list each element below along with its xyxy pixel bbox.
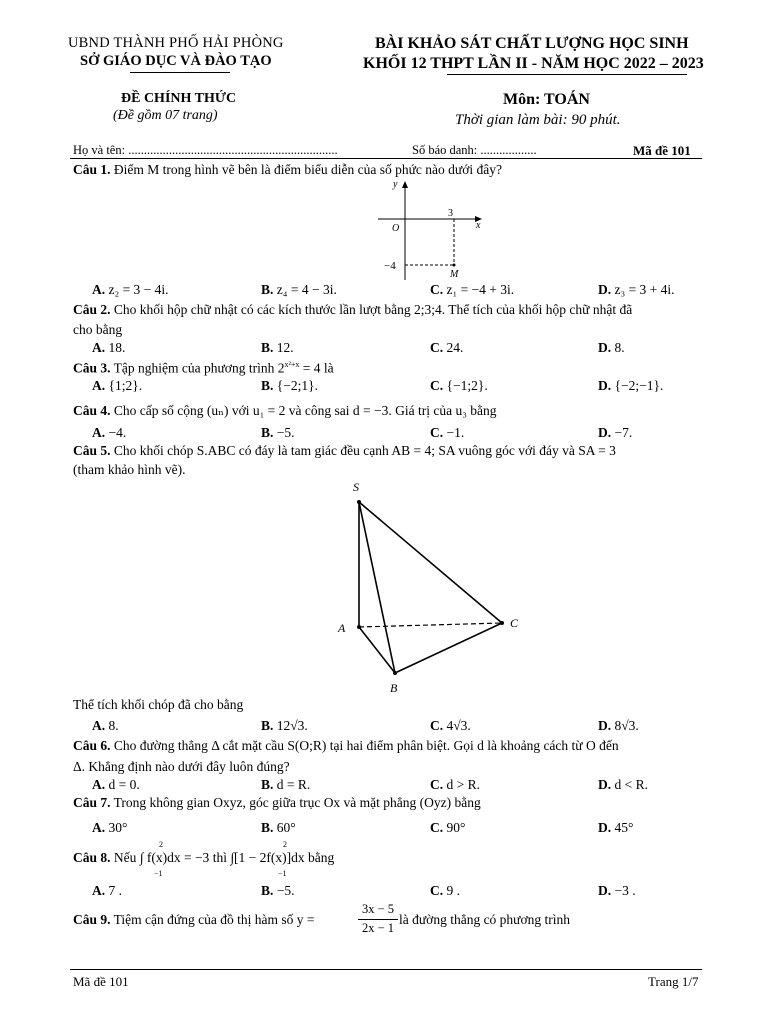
question-9-cont: là đường thẳng có phương trình bbox=[399, 912, 571, 927]
q8-option-c: C. 9 . bbox=[430, 883, 460, 898]
question-7: Câu 7. Trong không gian Oxyz, góc giữa trục Ox và mặt phẳng (Oyz) bằng bbox=[73, 795, 481, 810]
x-axis-label: x bbox=[476, 220, 481, 231]
question-2: Câu 2. Cho khối hộp chữ nhật có các kích thước lần lượt bằng 2;3;4. Thể tích của khối hộp chữ nhật đã bbox=[73, 302, 633, 317]
school-office-name: SỞ GIÁO DỤC VÀ ĐÀO TẠO bbox=[80, 53, 272, 69]
q7-option-a: A. 30° bbox=[92, 820, 128, 835]
tick-label-minus4: −4 bbox=[384, 260, 396, 272]
point-m-label: M bbox=[450, 269, 459, 280]
page-number: Trang 1/7 bbox=[648, 974, 699, 989]
question-4: Câu 4. Cho cấp số cộng (uₙ) với u₁ = 2 và công sai d = −3. Giá trị của u₃ bằng bbox=[73, 403, 497, 418]
q5-option-b: B. 12√3. bbox=[261, 718, 308, 733]
q6-option-b: B. d = R. bbox=[261, 777, 311, 792]
header-divider bbox=[70, 158, 702, 159]
q8-option-d: D. −3 . bbox=[598, 883, 636, 898]
question-8: Câu 8. Nếu ∫ f(x)dx = −3 thì ∫[1 − 2f(x)]dx bằng bbox=[73, 850, 335, 865]
question-3: Câu 3. Tập nghiệm của phương trình $2^{x^2+x} = 4$ là bbox=[73, 360, 334, 376]
integral-1-lower: −1 bbox=[154, 869, 163, 878]
complex-plane-figure bbox=[370, 175, 490, 285]
q2-option-d: D. 8. bbox=[598, 340, 625, 355]
q4-option-b: B. −5. bbox=[261, 425, 295, 440]
header-right-underline bbox=[447, 74, 687, 75]
integral-1: ∫ f(x)dx = −3 bbox=[139, 850, 210, 865]
q1-option-a: A. z₂ = 3 − 4i. bbox=[92, 282, 169, 297]
q8-option-b: B. −5. bbox=[261, 883, 295, 898]
pages-note: (Đề gồm 07 trang) bbox=[113, 108, 218, 123]
integral-2: ∫[1 − 2f(x)]dx bbox=[230, 850, 305, 865]
fraction-numerator: 3x − 5 bbox=[361, 902, 395, 916]
vertex-a-label: A bbox=[338, 621, 346, 635]
question-5-cont: (tham khảo hình vẽ). bbox=[73, 462, 186, 477]
q5-option-c: C. 4√3. bbox=[430, 718, 471, 733]
department-name: UBND THÀNH PHỐ HẢI PHÒNG bbox=[68, 35, 284, 51]
student-id-field: Số báo danh: .................. bbox=[412, 143, 537, 157]
q2-option-c: C. 24. bbox=[430, 340, 464, 355]
q5-option-a: A. 8. bbox=[92, 718, 119, 733]
q2-option-a: A. 18. bbox=[92, 340, 126, 355]
q8-option-a: A. 7 . bbox=[92, 883, 122, 898]
q4-option-d: D. −7. bbox=[598, 425, 633, 440]
q6-option-a: A. d = 0. bbox=[92, 777, 140, 792]
vertex-s-label: S bbox=[353, 480, 359, 494]
subject-label: Môn: TOÁN bbox=[503, 91, 590, 108]
q3-option-a: A. {1;2}. bbox=[92, 378, 143, 393]
pyramid-figure bbox=[330, 475, 530, 700]
y-axis-label: y bbox=[393, 179, 398, 190]
q7-option-c: C. 90° bbox=[430, 820, 466, 835]
q4-option-c: C. −1. bbox=[430, 425, 465, 440]
fraction-bar bbox=[358, 919, 398, 920]
vertex-b-label: B bbox=[390, 681, 398, 695]
q1-option-b: B. z₄ = 4 − 3i. bbox=[261, 282, 337, 297]
footer-exam-code: Mã đề 101 bbox=[73, 974, 129, 989]
question-1: Câu 1. Điểm M trong hình vẽ bên là điểm biểu diễn của số phức nào dưới đây? bbox=[73, 162, 502, 177]
fraction-denominator: 2x − 1 bbox=[361, 921, 395, 935]
q3-option-d: D. {−2;−1}. bbox=[598, 378, 664, 393]
q3-option-c: C. {−1;2}. bbox=[430, 378, 488, 393]
q7-option-b: B. 60° bbox=[261, 820, 296, 835]
q6-option-c: C. d > R. bbox=[430, 777, 480, 792]
q3-option-b: B. {−2;1}. bbox=[261, 378, 318, 393]
q6-option-d: D. d < R. bbox=[598, 777, 648, 792]
question-5: Câu 5. Cho khối chóp S.ABC có đáy là tam giác đều cạnh AB = 4; SA vuông góc với đáy và SA = 3 bbox=[73, 443, 616, 458]
q1-option-d: D. z₃ = 3 + 4i. bbox=[598, 282, 675, 297]
header-left-underline bbox=[130, 72, 230, 73]
q7-option-d: D. 45° bbox=[598, 820, 634, 835]
q1-option-c: C. z₁ = −4 + 3i. bbox=[430, 282, 515, 297]
question-9: Câu 9. Tiệm cận đứng của đồ thị hàm số y = bbox=[73, 912, 315, 927]
question-5-prompt: Thể tích khối chóp đã cho bằng bbox=[73, 697, 244, 712]
q5-option-d: D. 8√3. bbox=[598, 718, 639, 733]
exam-subtitle: KHỐI 12 THPT LẦN II - NĂM HỌC 2022 – 2023 bbox=[363, 55, 704, 72]
official-label: ĐỀ CHÍNH THỨC bbox=[121, 91, 237, 106]
integral-2-lower: −1 bbox=[278, 869, 287, 878]
q2-option-b: B. 12. bbox=[261, 340, 294, 355]
integral-1-upper: 2 bbox=[159, 840, 163, 849]
integral-2-upper: 2 bbox=[283, 840, 287, 849]
student-name-field: Họ và tên: ................................................................... bbox=[73, 143, 338, 157]
exam-title: BÀI KHẢO SÁT CHẤT LƯỢNG HỌC SINH bbox=[375, 35, 689, 52]
time-label: Thời gian làm bài: 90 phút. bbox=[455, 112, 621, 128]
question-6: Câu 6. Cho đường thẳng Δ cắt mặt cầu S(O;R) tại hai điểm phân biệt. Gọi d là khoảng cách từ O đến bbox=[73, 738, 619, 753]
vertex-c-label: C bbox=[510, 616, 519, 630]
tick-label-3: 3 bbox=[448, 208, 453, 219]
question-2-cont: cho bằng bbox=[73, 322, 123, 337]
footer-divider bbox=[70, 969, 702, 970]
exam-code: Mã đề 101 bbox=[633, 143, 691, 158]
origin-label: O bbox=[392, 223, 400, 234]
question-6-cont: Δ. Khẳng định nào dưới đây luôn đúng? bbox=[73, 759, 290, 774]
q4-option-a: A. −4. bbox=[92, 425, 127, 440]
